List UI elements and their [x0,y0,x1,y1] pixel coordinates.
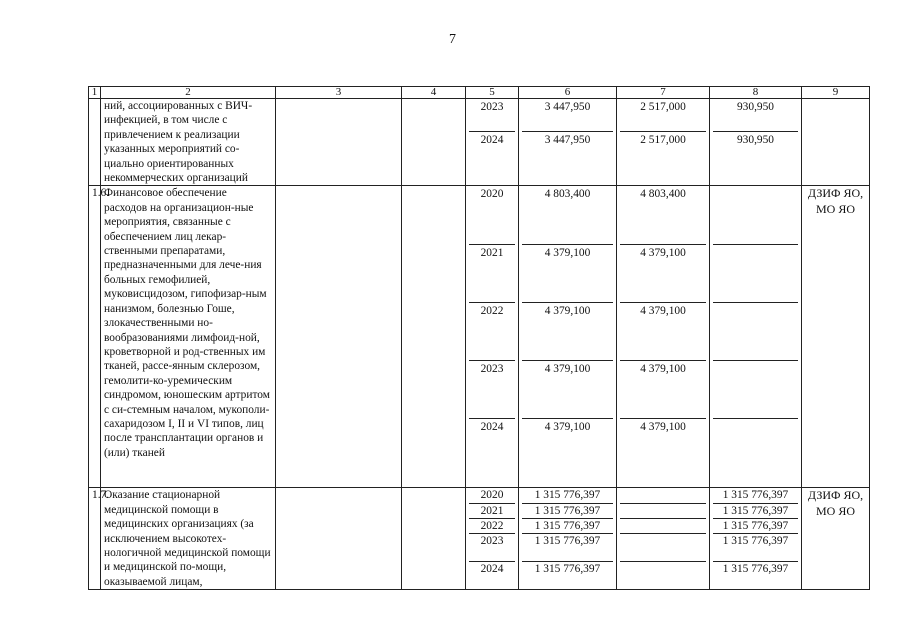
amount-regional [713,302,798,360]
table-row-1-6 [89,186,870,488]
item-number-cell [89,99,101,186]
amount-regional [713,186,798,244]
year-value: 2023 [469,533,515,561]
amount-total: 4 379,100 [522,302,613,360]
amount-regional: 1 315 776,397 [713,503,798,518]
executor: ДЗИФ ЯО, МО ЯО [802,186,870,488]
year-value: 2022 [469,302,515,360]
amount-regional [713,418,798,486]
amount-total: 4 379,100 [522,244,613,302]
amount-total: 4 379,100 [522,360,613,418]
table-row-continuation [89,99,870,186]
col6-cells [519,488,617,590]
amount-federal: 4 379,100 [620,244,706,302]
empty-cell [402,186,466,488]
item-description: Оказание стационарной медицинской помощи в медицинских организациях (за исключением высокотех-нологичной медицинской помощи и медицинской по-мощи, оказываемой лицам, [101,488,276,590]
amount-total: 3 447,950 [522,131,613,183]
amount-regional [713,244,798,302]
col8-cells [710,99,802,186]
column-header: 4 [402,87,466,99]
amount-federal [620,518,706,533]
year-value: 2024 [469,131,515,183]
col8-cells [710,488,802,590]
amount-federal: 4 379,100 [620,418,706,486]
year-value: 2022 [469,518,515,533]
year-cells [466,99,519,186]
column-header: 3 [276,87,402,99]
amount-total: 3 447,950 [544,101,591,113]
year-value: 2021 [469,503,515,518]
col6-cells [519,186,617,488]
column-header: 7 [617,87,710,99]
col7-cells [617,99,710,186]
year-value: 2024 [469,418,515,486]
table-row-1-7 [89,488,870,590]
empty-cell [276,186,402,488]
col8-cells [710,186,802,488]
amount-total: 1 315 776,397 [534,489,601,502]
column-number-row [89,87,870,99]
year-value: 2024 [469,561,515,589]
amount-regional: 1 315 776,397 [713,533,798,561]
year-cells [466,488,519,590]
item-description: ний, ассоциированных с ВИЧ-инфекцией, в том числе с привлечением к реализации указанных мероприятий со-циально ориентированных некоммерческих организаций [101,99,276,186]
empty-cell [402,488,466,590]
amount-regional: 1 315 776,397 [722,489,789,502]
amount-federal: 2 517,000 [640,101,686,113]
amount-regional: 930,950 [736,101,775,113]
item-description: Финансовое обеспечение расходов на организацион-ные мероприятия, связанные с обеспечением лиц лекар-ственными препаратами, предназначенными для лече-ния больных гемофилией, муковисцидозом, гипофизар-ным нанизмом, болезнью Гоше, злокачественными но-вообразованиями лимфоид-ной, кроветворной и род-ственных им тканей, рассе-янным склерозом, гемолити-ко-уремическим синдромом, юношеским артритом с си-стемным началом, мукополи-сахаридозом I, II и VI типов, лиц после трансплантации органов и (или) тканей [101,186,276,488]
amount-federal: 4 803,400 [640,188,686,201]
amount-total: 4 379,100 [522,418,613,486]
amount-total: 1 315 776,397 [522,533,613,561]
amount-federal [620,488,706,503]
amount-regional [713,360,798,418]
col6-cells [519,99,617,186]
year-value: 2023 [469,360,515,418]
column-header: 6 [519,87,617,99]
item-number: 1.7. [89,488,101,590]
column-header: 5 [466,87,519,99]
amount-federal [620,503,706,518]
amount-regional: 930,950 [713,131,798,183]
amount-regional: 1 315 776,397 [713,518,798,533]
year-value: 2020 [480,489,504,502]
executor-cell [802,99,870,186]
amount-regional: 1 315 776,397 [713,561,798,589]
item-number: 1.6. [89,186,101,488]
empty-cell [276,488,402,590]
year-value: 2020 [480,188,504,201]
amount-federal: 4 379,100 [620,302,706,360]
amount-total: 1 315 776,397 [522,503,613,518]
year-value: 2023 [480,101,504,113]
amount-federal: 2 517,000 [620,131,706,183]
amount-total: 1 315 776,397 [522,518,613,533]
column-header: 8 [710,87,802,99]
year-cells [466,186,519,488]
year-value: 2021 [469,244,515,302]
amount-total: 1 315 776,397 [522,561,613,589]
budget-table [88,86,870,590]
amount-federal [620,533,706,561]
executor: ДЗИФ ЯО, МО ЯО [802,488,870,590]
amount-federal: 4 379,100 [620,360,706,418]
amount-total: 4 803,400 [544,188,591,201]
empty-cell [276,99,402,186]
col7-cells [617,488,710,590]
column-header: 2 [101,87,276,99]
page-number: 7 [449,32,456,47]
amount-federal [620,561,706,589]
col7-cells [617,186,710,488]
empty-cell [402,99,466,186]
column-header: 1 [89,87,101,99]
column-header: 9 [802,87,870,99]
